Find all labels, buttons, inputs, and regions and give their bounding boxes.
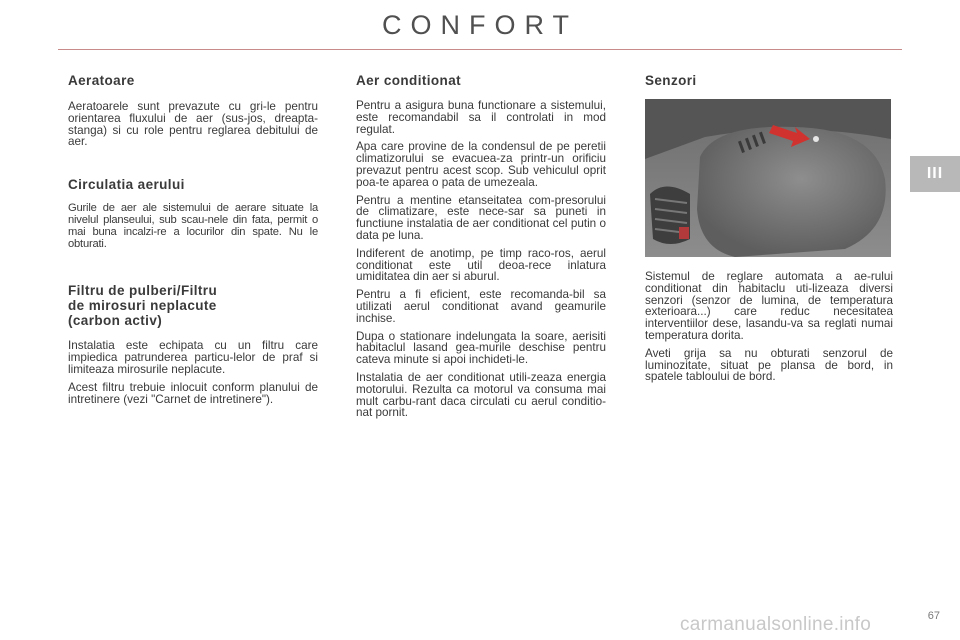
- senzori-paragraph-2: Aveti grija sa nu obturati senzorul de luminozitate, situat pe plansa de bord, in spatele tabloului de bord.: [645, 346, 893, 384]
- dashboard-sensor-photo: [645, 99, 891, 257]
- section-title-filtru-line3: (carbon activ): [68, 313, 163, 329]
- page-title: CONFORT: [382, 10, 578, 40]
- section-text-aeratoare: Aeratoarele sunt prevazute cu gri-le pentru orientarea fluxului de aer (sus-jos, dreapta-stanga) si cu role pentru reglarea debitului de aer.: [68, 100, 318, 149]
- section-text-filtru-2: Acest filtru trebuie inlocuit conform planului de intretinere (vezi "Carnet de intretinere").: [68, 380, 318, 406]
- section-text-circulatia: Gurile de aer ale sistemului de aerare situate la nivelul planseului, sub scau-nele din fata, permit o mai buna incalzi-re a locurilor din spate. Nu le obturati.: [68, 202, 318, 250]
- dashboard-illustration: [645, 99, 891, 257]
- section-title-aeratoare: Aeratoare: [68, 73, 135, 88]
- ac-paragraph-6: Dupa o stationare indelungata la soare, aerisiti habitaclul lasand gea-murile deschise pentru cateva minute si apoi inchideti-le.: [356, 329, 606, 367]
- senzori-paragraph-1: Sistemul de reglare automata a ae-rului conditionat din habitaclu uti-lizeaza diversi senzori (senzor de lumina, de temperatura exterioara...) care reduc necesitatea interventiilor dese, lasandu-va sa reglati numai temperatura dorita.: [645, 270, 893, 342]
- column-senzori: [645, 73, 893, 383]
- section-text-filtru-1: Instalatia este echipata cu un filtru care impiedica patrunderea particu-lelor de praf si limiteaza mirosurile neplacute.: [68, 339, 318, 376]
- ac-paragraph-3: Pentru a mentine etanseitatea com-presorului de climatizare, este nece-sar sa puneti in functiune instalatia de aer conditionat cel putin o data pe luna.: [356, 193, 606, 242]
- section-title-circulatia: Circulatia aerului: [68, 177, 185, 193]
- chapter-tab[interactable]: III: [910, 156, 960, 192]
- section-title-filtru-line2: de mirosuri neplacute: [68, 298, 217, 314]
- ac-paragraph-7: Instalatia de aer conditionat utili-zeaza energia motorului. Rezulta ca motorul va consuma mai mult carbu-rant daca circulati cu aerul conditio-nat pornit.: [356, 370, 606, 420]
- section-title-filtru-line1: Filtru de pulberi/Filtru: [68, 283, 218, 299]
- section-title-aer-conditionat: Aer conditionat: [356, 73, 462, 88]
- page-number: 67: [927, 610, 940, 622]
- light-sensor-icon: [813, 136, 819, 142]
- title-divider: [58, 49, 902, 50]
- watermark: carmanualsonline.info: [680, 614, 872, 635]
- section-title-senzori: Senzori: [645, 73, 697, 88]
- ac-paragraph-5: Pentru a fi eficient, este recomanda-bil sa utilizati aerul conditionat avand geamurile inchise.: [356, 288, 606, 325]
- column-ventilation: [68, 73, 318, 405]
- section-title-filtru: [68, 283, 318, 328]
- ac-paragraph-4: Indiferent de anotimp, pe timp raco-ros, aerul conditionat este util deoa-rece inlatura umiditatea din aer si aburul.: [356, 246, 606, 284]
- column-aer-conditionat: [356, 73, 606, 419]
- ac-paragraph-2: Apa care provine de la condensul de pe peretii climatizorului se evacuea-za printr-un orificiu prevazut pentru acest scop. Sub vehiculul oprit poa-te aparea o pata de umezeala.: [356, 140, 606, 189]
- ac-paragraph-1: Pentru a asigura buna functionare a sistemului, este recomandabil sa il controlati in mod regulat.: [356, 99, 606, 136]
